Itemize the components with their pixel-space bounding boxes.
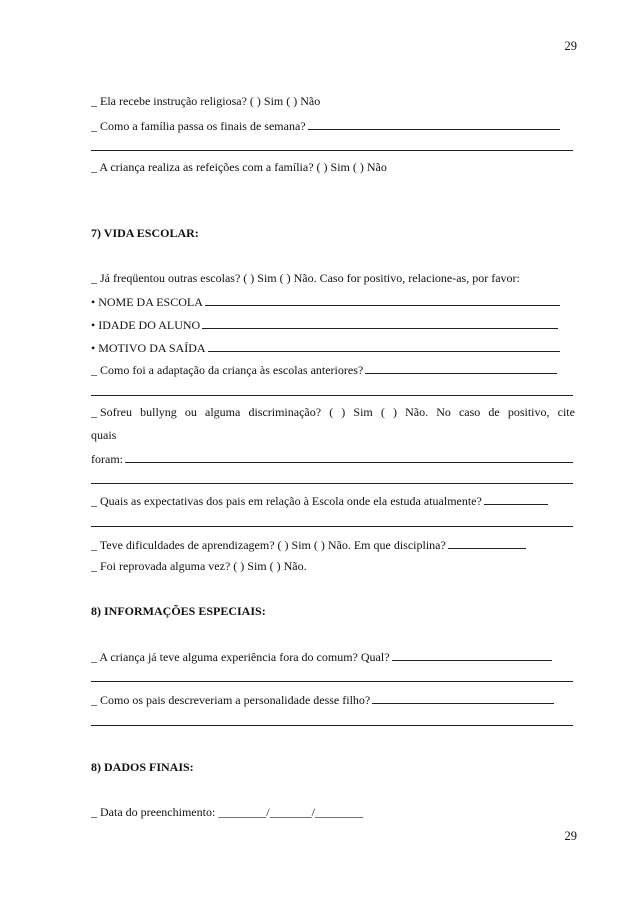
question-weekend xyxy=(91,118,577,133)
section-heading-final-data: 8) DADOS FINAIS: xyxy=(91,760,194,774)
question-weekend-label: _ Como a família passa os finais de semana? xyxy=(91,119,306,133)
answer-line[interactable] xyxy=(91,526,573,527)
answer-line[interactable] xyxy=(372,692,554,704)
answer-line[interactable] xyxy=(91,681,573,682)
answer-line[interactable] xyxy=(448,537,526,549)
word: Não. xyxy=(405,405,429,419)
field-reason-leaving xyxy=(91,340,577,355)
answer-line[interactable] xyxy=(202,317,558,329)
question-unusual-experience-label: _ A criança já teve alguma experiência fora do comum? Qual? xyxy=(91,650,390,664)
question-personality xyxy=(91,692,577,707)
word: ) xyxy=(392,405,397,419)
word: _ Sofreu xyxy=(91,405,132,419)
page-number-bottom: 29 xyxy=(564,829,577,843)
word: ( xyxy=(329,405,334,419)
section-heading-special-info: 8) INFORMAÇÕES ESPECIAIS: xyxy=(91,604,266,618)
word: caso xyxy=(458,405,481,419)
question-meals: _ A criança realiza as refeições com a família? ( ) Sim ( ) Não xyxy=(91,160,387,174)
question-learning-difficulties-label: _ Teve dificuldades de aprendizagem? ( ) Sim ( ) Não. Em que disciplina? xyxy=(91,538,446,552)
word: ( xyxy=(380,405,385,419)
question-failed-year: _ Foi reprovada alguma vez? ( ) Sim ( ) Não. xyxy=(91,559,307,573)
word: No xyxy=(436,405,451,419)
question-adaptation-label: _ Como foi a adaptação da criança às escolas anteriores? xyxy=(91,363,364,377)
answer-line[interactable] xyxy=(208,340,560,352)
page-number-top: 29 xyxy=(564,39,577,53)
answer-line[interactable] xyxy=(91,483,573,484)
word: de xyxy=(488,405,500,419)
question-bullying-answer xyxy=(91,451,577,466)
question-bullying-cont: quais xyxy=(91,428,117,442)
question-adaptation xyxy=(91,362,577,377)
answer-line[interactable] xyxy=(205,294,560,306)
question-bullying-answer-label: foram: xyxy=(91,452,123,466)
question-expectations xyxy=(91,493,577,508)
question-bullying xyxy=(91,405,575,419)
word: alguma xyxy=(205,405,241,419)
question-expectations-label: _ Quais as expectativas dos pais em relação à Escola onde ela estuda atualmente? xyxy=(91,494,482,508)
field-school-name xyxy=(91,294,577,309)
question-learning-difficulties xyxy=(91,537,577,552)
section-heading-school-life: 7) VIDA ESCOLAR: xyxy=(91,226,199,240)
word: positivo, xyxy=(507,405,550,419)
answer-line[interactable] xyxy=(125,451,573,463)
question-other-schools: _ Já freqüentou outras escolas? ( ) Sim ( ) Não. Caso for positivo, relacione-as, por favor: xyxy=(91,271,520,285)
word: Sim xyxy=(353,405,373,419)
field-student-age-label: • IDADE DO ALUNO xyxy=(91,318,201,332)
word: bullyng xyxy=(140,405,177,419)
field-reason-leaving-label: • MOTIVO DA SAÍDA xyxy=(91,341,206,355)
field-school-name-label: • NOME DA ESCOLA xyxy=(91,295,203,309)
question-religious-instruction: _ Ela recebe instrução religiosa? ( ) Sim ( ) Não xyxy=(91,94,321,108)
field-student-age xyxy=(91,317,577,332)
answer-line[interactable] xyxy=(484,493,548,505)
question-personality-label: _ Como os pais descreveriam a personalidade desse filho? xyxy=(91,693,371,707)
question-unusual-experience xyxy=(91,649,577,664)
answer-line[interactable] xyxy=(365,362,557,374)
field-fill-date[interactable]: _ Data do preenchimento: ________/_______/________ xyxy=(91,805,363,819)
answer-line[interactable] xyxy=(308,118,560,130)
word: ) xyxy=(341,405,346,419)
word: ou xyxy=(184,405,197,419)
answer-line[interactable] xyxy=(91,725,573,726)
answer-line[interactable] xyxy=(91,395,573,396)
word: discriminação? xyxy=(248,405,322,419)
answer-line[interactable] xyxy=(392,649,552,661)
word: cite xyxy=(557,405,575,419)
answer-line[interactable] xyxy=(91,150,573,151)
